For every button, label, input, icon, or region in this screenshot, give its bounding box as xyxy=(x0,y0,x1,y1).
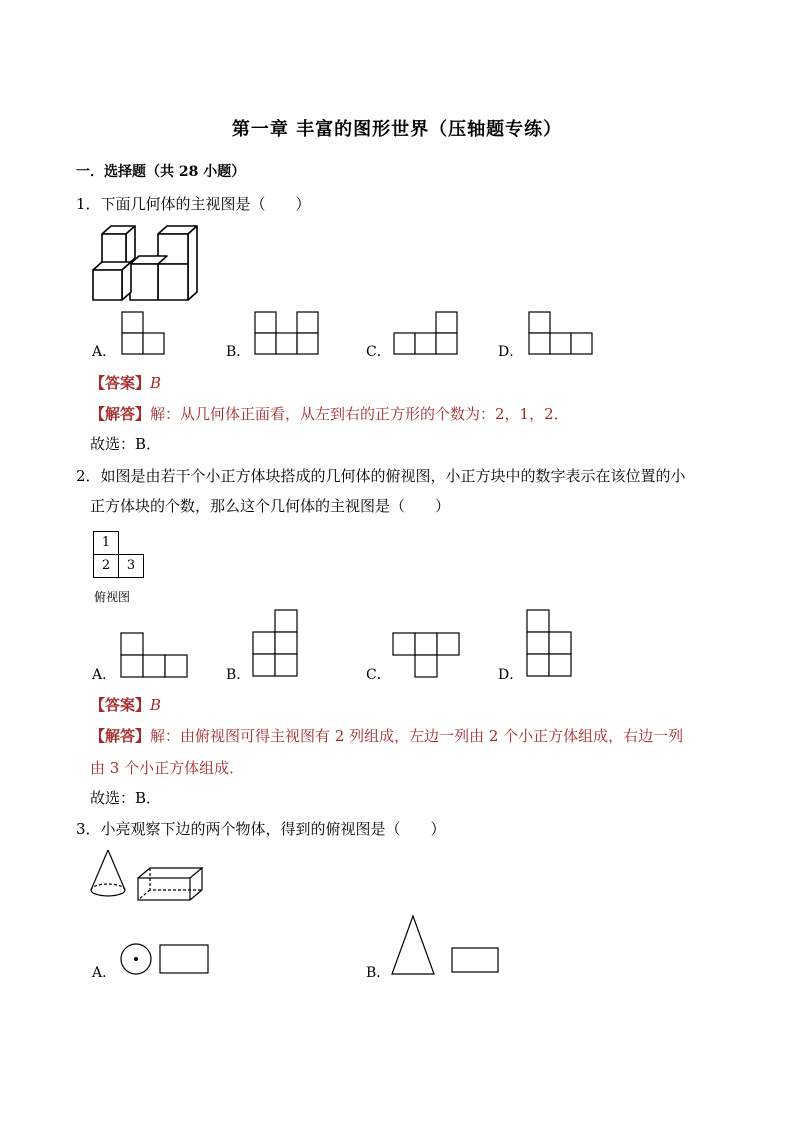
answer-label: 【答案】 xyxy=(90,696,151,714)
answer-label: 【答案】 xyxy=(90,374,151,392)
q1-option-b-figure xyxy=(254,311,320,355)
grid-cell: 2 xyxy=(93,554,119,578)
q2-option-d-figure xyxy=(526,609,574,677)
q2-option-a-figure xyxy=(120,632,190,678)
q1-option-b-label: B． xyxy=(226,344,251,360)
q1-option-c-label: C． xyxy=(366,344,391,360)
q3-option-a-label: A． xyxy=(92,965,117,981)
q2-solution-line1 xyxy=(90,725,683,746)
q1-option-a-label: A． xyxy=(92,344,117,360)
section-heading: 一．选择题（共 28 小题） xyxy=(76,164,246,180)
solution-text: 解：从几何体正面看，从左到右的正方形的个数为：2，1，2． xyxy=(150,405,569,423)
page-title: 第一章 丰富的图形世界（压轴题专练） xyxy=(231,119,563,140)
q1-choose: 故选：B． xyxy=(90,435,162,453)
q2-option-b-figure xyxy=(252,609,300,677)
q2-option-c-label: C． xyxy=(366,667,391,683)
q2-answer xyxy=(90,694,161,715)
q1-option-c-figure xyxy=(393,311,459,355)
q3-cone-figure xyxy=(88,848,130,902)
solution-text: 解：由俯视图可得主视图有 2 列组成，左边一列由 2 个小正方体组成，右边一列 xyxy=(150,727,684,745)
q3-cuboid-figure xyxy=(136,866,208,906)
q2-caption: 俯视图 xyxy=(94,590,131,604)
q1-solid-figure xyxy=(90,222,202,302)
q1-answer xyxy=(90,372,161,393)
question-3-stem: 3．小亮观察下边的两个物体，得到的俯视图是（ ） xyxy=(76,820,446,838)
question-2-stem-line1: 2．如图是由若干个小正方体块搭成的几何体的俯视图，小正方块中的数字表示在该位置的小 xyxy=(76,467,686,485)
q2-top-view-grid xyxy=(93,531,143,577)
q1-solution xyxy=(90,403,569,424)
q2-option-d-label: D． xyxy=(498,667,524,683)
q2-option-b-label: B． xyxy=(226,667,251,683)
q1-option-d-figure xyxy=(528,311,594,355)
q2-option-c-figure xyxy=(392,632,462,678)
grid-cell: 3 xyxy=(118,554,144,578)
answer-value: B xyxy=(150,696,162,714)
q2-option-a-label: A． xyxy=(92,667,117,683)
q1-option-a-figure xyxy=(121,311,166,355)
q3-option-a-figure xyxy=(120,942,212,976)
q3-option-b-figure xyxy=(390,914,502,976)
grid-cell: 1 xyxy=(93,531,119,555)
q3-option-b-label: B． xyxy=(366,965,391,981)
q2-solution-line2: 由 3 个小正方体组成． xyxy=(90,759,245,777)
q2-choose: 故选：B． xyxy=(90,789,162,807)
question-1-stem: 1．下面几何体的主视图是（ ） xyxy=(76,195,311,213)
q1-option-d-label: D． xyxy=(498,344,524,360)
answer-value: B xyxy=(150,374,162,392)
solution-label: 【解答】 xyxy=(90,727,151,745)
solution-label: 【解答】 xyxy=(90,405,151,423)
question-2-stem-line2: 正方体块的个数，那么这个几何体的主视图是（ ） xyxy=(90,497,451,515)
